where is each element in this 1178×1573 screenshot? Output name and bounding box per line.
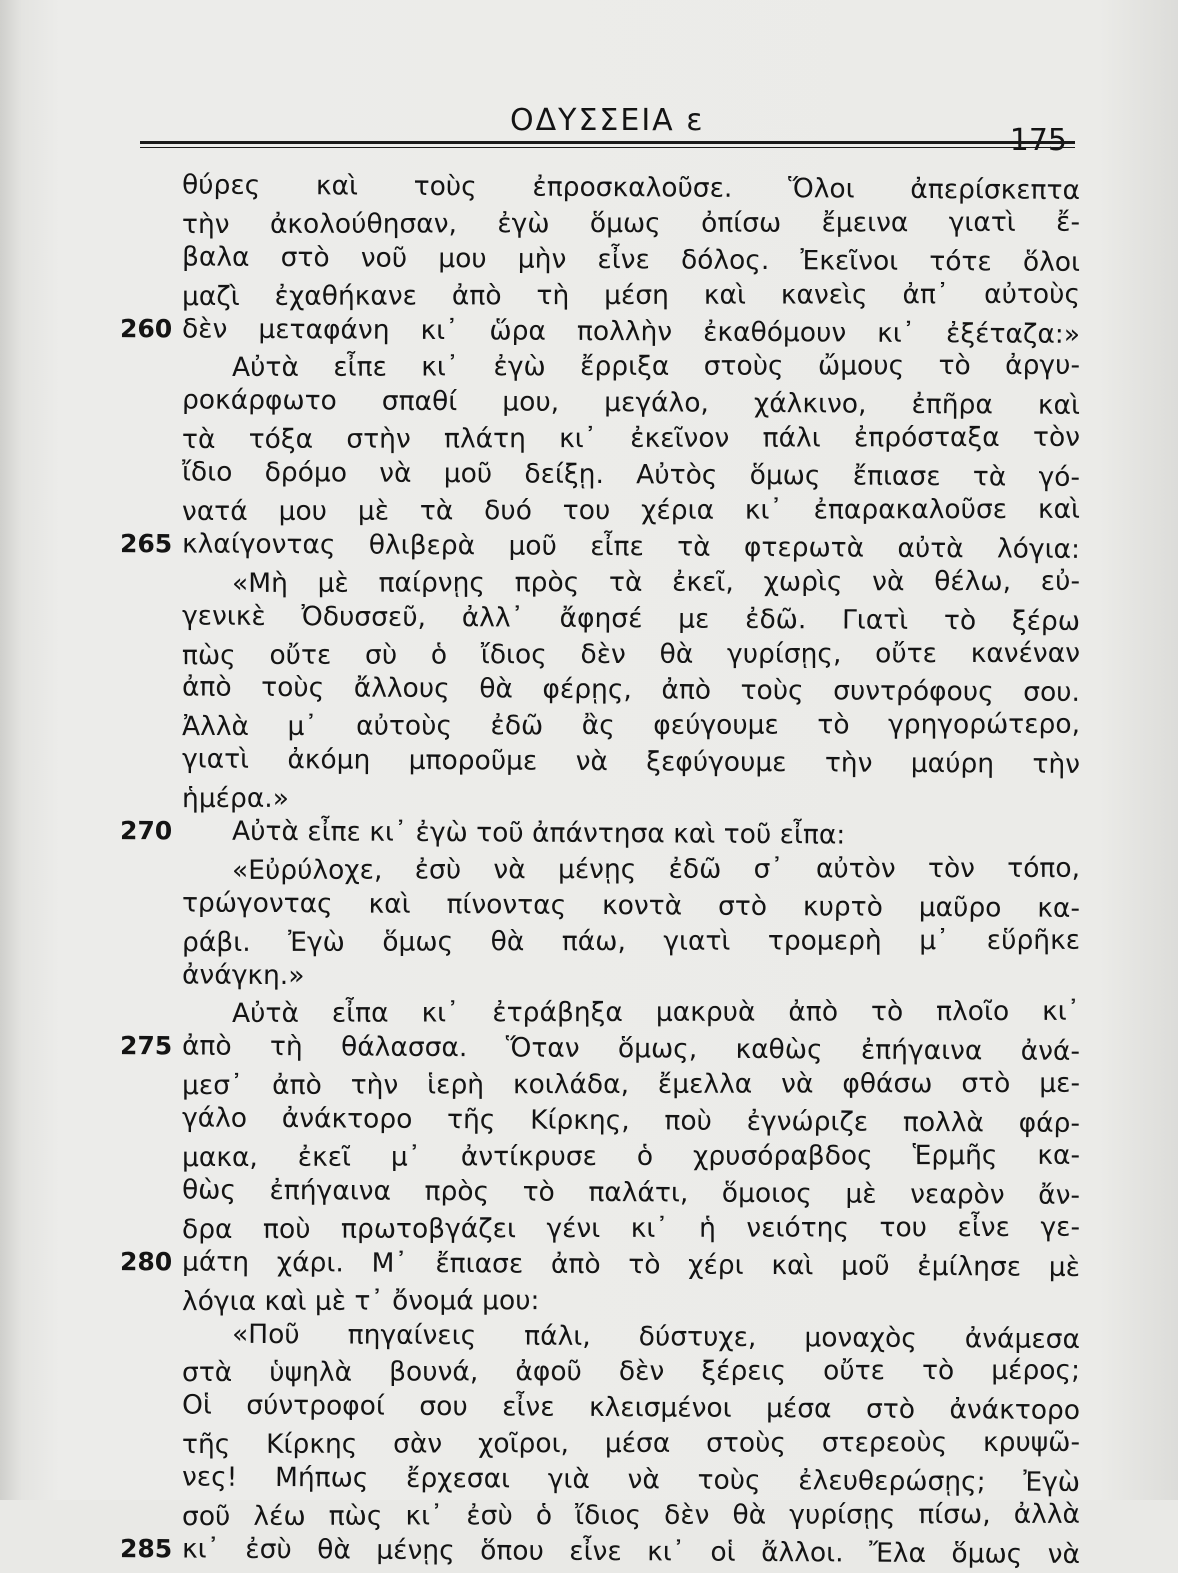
line-text: νατά μου μὲ τὰ δυό του χέρια κι᾿ ἐπαρακαλοῦσε καὶ [182, 492, 1080, 530]
line-text: βαλα στὸ νοῦ μου μὴν εἶνε δόλος. Ἐκεῖνοι τότε ὅλοι [182, 239, 1080, 280]
line-text: τὴν ἀκολούθησαν, ἐγὼ ὅμως ὀπίσω ἔμεινα γιατὶ ἔ- [182, 205, 1080, 243]
line-text: τὰ τόξα στὴν πλάτη κι᾿ ἐκεῖνον πάλι ἐπρόσταξα τὸν [182, 420, 1080, 458]
header-rule-thin [140, 147, 1075, 148]
line-text: γιατὶ ἀκόμη μποροῦμε νὰ ξεφύγουμε τὴν μαύρη τὴν [182, 742, 1080, 783]
line-text: δρα ποὺ πρωτοβγάζει γένι κι᾿ ἡ νειότης του εἶνε γε- [182, 1210, 1080, 1248]
page-header [140, 95, 1075, 155]
line-text: λόγια καὶ μὲ τ᾿ ὄνομά μου: [182, 1281, 1080, 1319]
text-line [120, 420, 1080, 458]
text-line [120, 670, 1080, 712]
line-number: 265 [120, 526, 182, 562]
line-text: μεσ᾿ ἀπὸ τὴν ἱερὴ κοιλάδα, ἔμελλα νὰ φθάσω στὸ με- [182, 1066, 1080, 1104]
line-text: πὼς οὔτε σὺ ὁ ἴδιος δὲν θὰ γυρίσῃς, οὔτε κανέναν [182, 635, 1080, 673]
line-text: ἴδιο δρόμο νὰ μοῦ δείξῃ. Αὐτὸς ὅμως ἔπιασε τὰ γό- [182, 455, 1080, 496]
line-text: Αὐτὰ εἶπε κι᾿ ἐγὼ τοῦ ἀπάντησα καὶ τοῦ εἶπα: [232, 814, 1080, 855]
line-text: στὰ ὑψηλὰ βουνά, ἀφοῦ δὲν ξέρεις οὔτε τὸ μέρος; [182, 1353, 1080, 1391]
line-text: Αὐτὰ εἶπε κι᾿ ἐγὼ ἔρριξα στοὺς ὤμους τὸ ἀργυ- [232, 348, 1080, 386]
line-text: μαζὶ ἐχαθήκανε ἀπὸ τὴ μέση καὶ κανεὶς ἀπ᾿ αὐτοὺς [182, 276, 1080, 314]
text-line [120, 564, 1080, 602]
text-line [120, 1138, 1080, 1176]
line-text: γάλο ἀνάκτορο τῆς Κίρκης, ποὺ ἐγνώριζε πολλὰ φάρ- [182, 1101, 1080, 1142]
text-line [120, 1353, 1080, 1391]
text-line [120, 348, 1080, 386]
text-line [120, 1066, 1080, 1104]
text-line [120, 382, 1080, 424]
line-text: θύρες καὶ τοὺς ἐπροσκαλοῦσε. Ὅλοι ἀπερίσκεπτα [182, 167, 1080, 208]
line-text: Οἱ σύντροφοί σου εἶνε κλεισμένοι μέσα στὸ ἀνάκτορο [182, 1388, 1080, 1429]
text-line [120, 813, 1080, 855]
line-text: μακα, ἐκεῖ μ᾿ ἀντίκρυσε ὁ χρυσόραβδος Ἑρμῆς κα- [182, 1138, 1080, 1176]
text-line [120, 167, 1080, 209]
line-text: «Εὐρύλοχε, ἐσὺ νὰ μένῃς ἐδῶ σ᾿ αὐτὸν τὸν τόπο, [232, 851, 1080, 889]
text-line [120, 1244, 1080, 1286]
line-text: «Μὴ μὲ παίρνῃς πρὸς τὰ ἐκεῖ, χωρὶς νὰ θέλω, εὐ- [232, 564, 1080, 602]
line-text: Αὐτὰ εἶπα κι᾿ ἐτράβηξα μακρυὰ ἀπὸ τὸ πλοῖο κι᾿ [232, 994, 1080, 1032]
line-number: 285 [120, 1531, 182, 1567]
line-number: 270 [120, 813, 182, 849]
line-text: ἡμέρα.» [182, 779, 1080, 817]
text-line [120, 741, 1080, 783]
body-text [120, 170, 1080, 1570]
line-text: ἀνάγκη.» [182, 957, 1080, 998]
running-title: ΟΔΥΣΣΕΙΑ ε [510, 103, 704, 138]
text-line [120, 1172, 1080, 1214]
line-text: γενικὲ Ὀδυσσεῦ, ἀλλ᾿ ἄφησέ με ἐδῶ. Γιατὶ τὸ ξέρω [182, 598, 1080, 639]
line-text: μάτη χάρι. Μ᾿ ἔπιασε ἀπὸ τὸ χέρι καὶ μοῦ ἐμίλησε μὲ [182, 1244, 1080, 1285]
line-number: 280 [120, 1244, 182, 1280]
text-line [120, 779, 1080, 817]
text-line [120, 1531, 1080, 1573]
line-text: «Ποῦ πηγαίνεις πάλι, δύστυχε, μοναχὸς ἀνάμεσα [232, 1316, 1080, 1357]
line-text: κλαίγοντας θλιβερὰ μοῦ εἶπε τὰ φτερωτὰ αὐτὰ λόγια: [182, 526, 1080, 567]
text-line [120, 598, 1080, 640]
line-number: 260 [120, 311, 182, 347]
line-text: σοῦ λέω πὼς κι᾿ ἐσὺ ὁ ἴδιος δὲν θὰ γυρίσῃς πίσω, ἀλλὰ [182, 1497, 1080, 1535]
text-line [120, 1425, 1080, 1463]
text-line [120, 1459, 1080, 1501]
show-through-text [1100, 140, 1178, 900]
text-line [120, 492, 1080, 530]
line-number: 275 [120, 1028, 182, 1064]
page-number: 175 [1010, 123, 1067, 158]
text-line [120, 885, 1080, 927]
text-line [120, 1028, 1080, 1070]
line-text: ἀπὸ τὴ θάλασσα. Ὅταν ὅμως, καθὼς ἐπήγαινα ἀνά- [182, 1029, 1080, 1070]
line-text: κι᾿ ἐσὺ θὰ μένῃς ὅπου εἶνε κι᾿ οἱ ἄλλοι. Ἔλα ὅμως νὰ [182, 1531, 1080, 1572]
text-line [120, 707, 1080, 745]
line-text: ράβι. Ἐγὼ ὅμως θὰ πάω, γιατὶ τρομερὴ μ᾿ εὕρῆκε [182, 922, 1080, 960]
text-line [120, 526, 1080, 568]
line-text: τρώγοντας καὶ πίνοντας κοντὰ στὸ κυρτὸ μαῦρο κα- [182, 885, 1080, 926]
text-line [120, 454, 1080, 496]
line-text: νες! Μήπως ἔρχεσαι γιὰ νὰ τοὺς ἐλευθερώσῃς; Ἐγὼ [182, 1460, 1080, 1501]
line-text: θὼς ἐπήγαινα πρὸς τὸ παλάτι, ὅμοιος μὲ νεαρὸν ἄν- [182, 1172, 1080, 1213]
line-text: δὲν μεταφάνη κι᾿ ὥρα πολλὴν ἐκαθόμουν κι᾿ ἐξέταζα:» [182, 311, 1080, 352]
text-line [120, 1387, 1080, 1429]
text-line [120, 635, 1080, 673]
text-line [120, 1210, 1080, 1248]
text-line [120, 1316, 1080, 1358]
text-line [120, 276, 1080, 314]
text-line [120, 311, 1080, 353]
line-text: ροκάρφωτο σπαθί μου, μεγάλο, χάλκινο, ἐπῆρα καὶ [182, 383, 1080, 424]
text-line [120, 994, 1080, 1032]
line-text: Ἀλλὰ μ᾿ αὐτοὺς ἐδῶ ἂς φεύγουμε τὸ γρηγορώτερο, [182, 707, 1080, 745]
text-line [120, 957, 1080, 999]
text-line [120, 851, 1080, 889]
text-line [120, 922, 1080, 960]
text-line [120, 1497, 1080, 1535]
line-text: ἀπὸ τοὺς ἄλλους θὰ φέρῃς, ἀπὸ τοὺς συντρόφους σου. [182, 670, 1080, 711]
line-text: τῆς Κίρκης σὰν χοῖροι, μέσα στοὺς στερεοὺς κρυψῶ- [182, 1425, 1080, 1463]
text-line [120, 205, 1080, 243]
text-line [120, 239, 1080, 281]
text-line [120, 1281, 1080, 1319]
header-rule [140, 141, 1075, 144]
text-line [120, 1100, 1080, 1142]
